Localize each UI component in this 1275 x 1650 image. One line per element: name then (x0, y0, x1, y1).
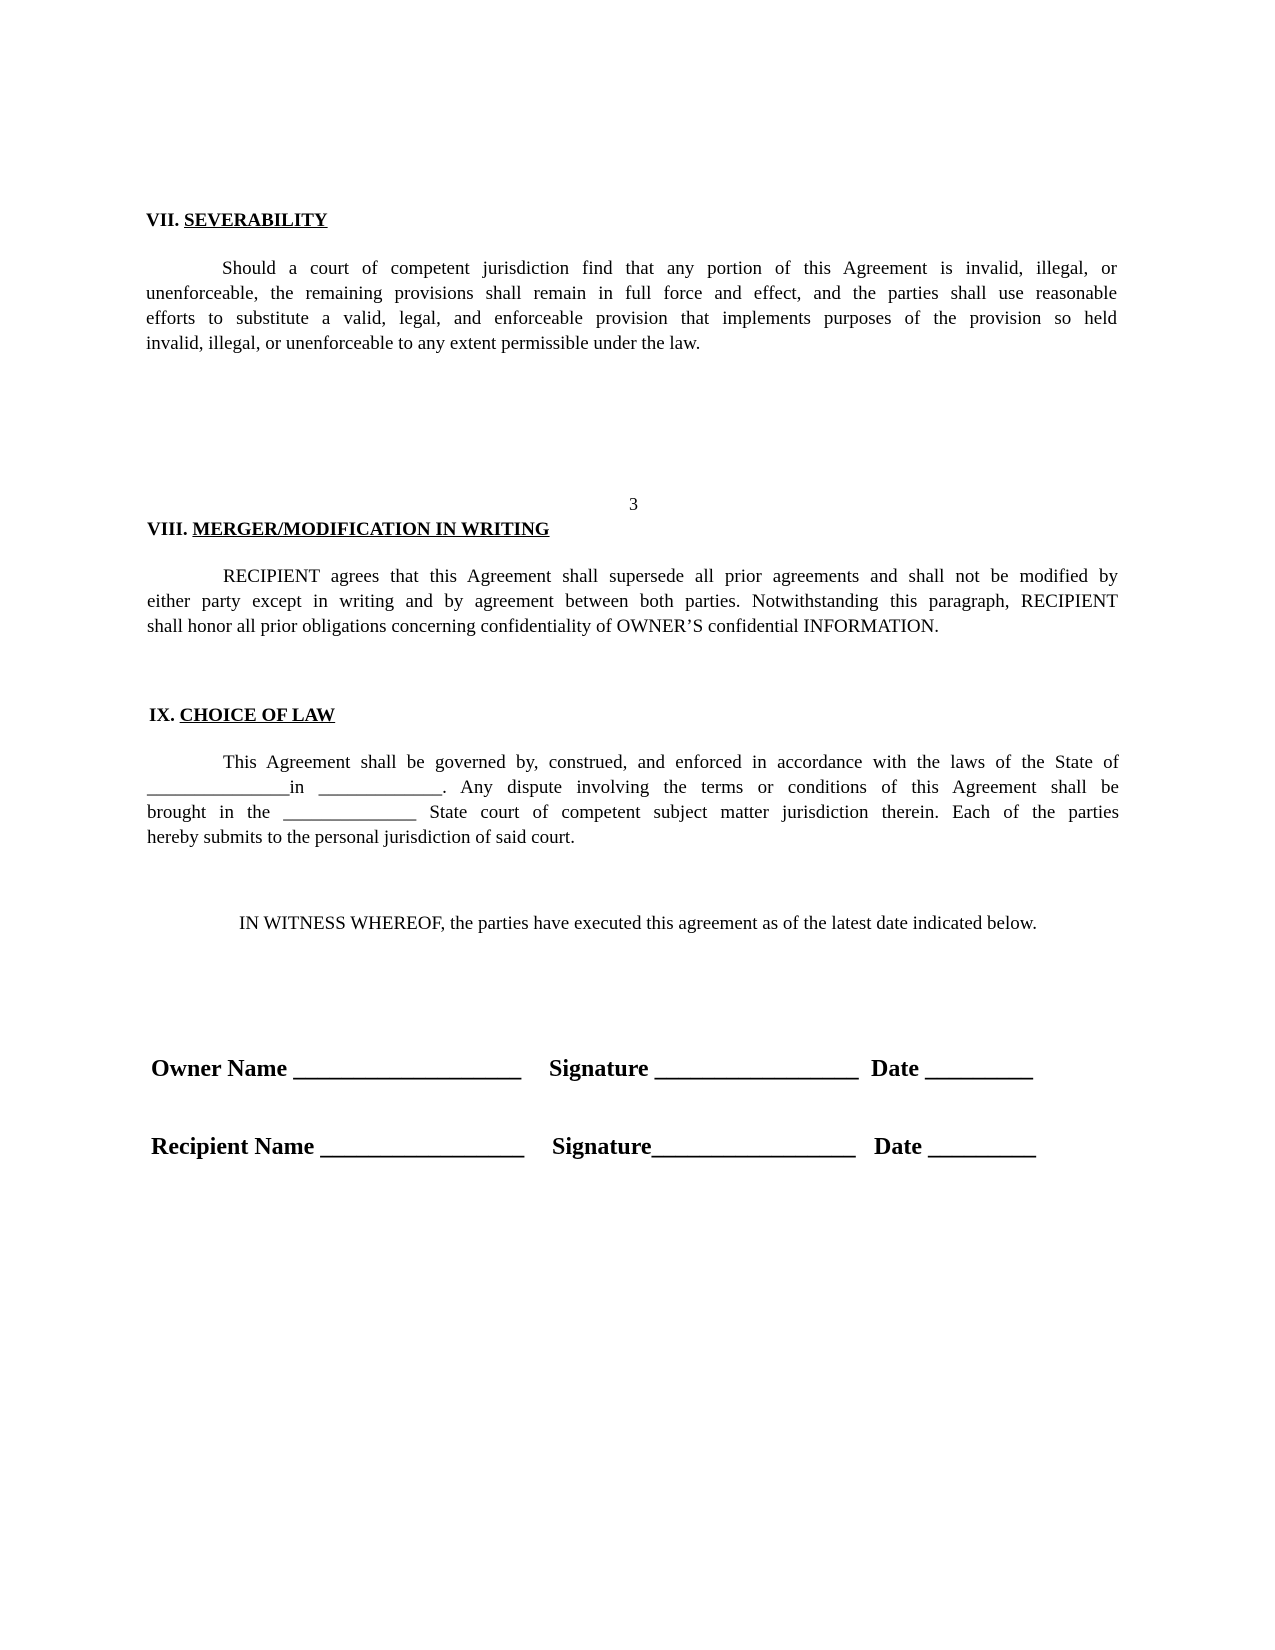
section-title: CHOICE OF LAW (179, 705, 336, 726)
paragraph-line: hereby submits to the personal jurisdiction of said court. (147, 827, 575, 848)
section-number: IX. (149, 705, 175, 726)
section-title: SEVERABILITY (184, 210, 328, 231)
paragraph-line: _______________in _____________. Any dispute involving the terms or conditions of this Agreement shall be (147, 777, 1119, 798)
signature-row-owner (151, 1054, 1051, 1084)
section-heading-severability (146, 209, 328, 233)
paragraph-line: invalid, illegal, or unenforceable to any extent permissible under the law. (146, 333, 701, 354)
paragraph-line: This Agreement shall be governed by, construed, and enforced in accordance with the laws of the State of (223, 752, 1119, 773)
paragraph-severability (146, 256, 1117, 356)
recipient-signature-field[interactable]: Signature_________________ (552, 1134, 856, 1160)
paragraph-line: shall honor all prior obligations concerning confidentiality of OWNER’S confidential INFORMATION. (147, 616, 940, 637)
paragraph-line: either party except in writing and by agreement between both parties. Notwithstanding this paragraph, RECIPIENT (147, 591, 1118, 612)
section-heading-choice-of-law (149, 704, 335, 728)
paragraph-line: brought in the ______________ State court of competent subject matter jurisdiction therein. Each of the parties (147, 802, 1119, 823)
signature-row-recipient (151, 1132, 1051, 1162)
owner-date-field[interactable]: Date _________ (871, 1056, 1033, 1082)
section-number: VIII. (147, 519, 188, 540)
section-heading-merger (147, 518, 550, 542)
paragraph-merger (147, 564, 1118, 639)
paragraph-line: unenforceable, the remaining provisions shall remain in full force and effect, and the parties shall use reasonable (146, 283, 1117, 304)
section-title: MERGER/MODIFICATION IN WRITING (192, 519, 550, 540)
section-number: VII. (146, 210, 180, 231)
recipient-name-field[interactable]: Recipient Name _________________ (151, 1134, 525, 1160)
paragraph-line: RECIPIENT agrees that this Agreement shall supersede all prior agreements and shall not be modified by (223, 566, 1118, 587)
paragraph-line: efforts to substitute a valid, legal, and enforceable provision that implements purposes of the provision so held (146, 308, 1117, 329)
page-number: 3 (629, 494, 638, 514)
owner-signature-field[interactable]: Signature _________________ (549, 1056, 859, 1082)
paragraph-line: Should a court of competent jurisdiction find that any portion of this Agreement is invalid, illegal, or (222, 258, 1117, 279)
witness-clause: IN WITNESS WHEREOF, the parties have executed this agreement as of the latest date indicated below. (239, 913, 1037, 934)
paragraph-choice-of-law (147, 750, 1119, 850)
recipient-date-field[interactable]: Date _________ (874, 1134, 1036, 1160)
owner-name-field[interactable]: Owner Name ___________________ (151, 1056, 522, 1082)
